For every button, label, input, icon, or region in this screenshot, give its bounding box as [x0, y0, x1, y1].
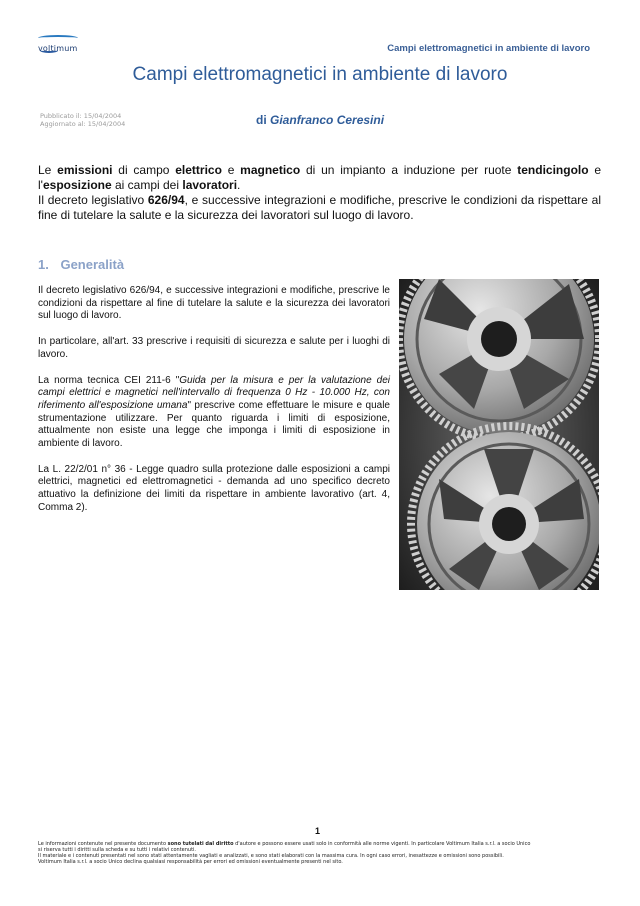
footer-line-2: si riserva tutti i diritti sulla scheda e su tutti i relativi contenuti.: [38, 847, 197, 853]
gears-photo: [399, 279, 599, 590]
voltimum-logo: [38, 38, 84, 52]
gears-illustration-icon: [399, 279, 599, 590]
intro-paragraph-1: Le emissioni di campo elettrico e magnetico di un impianto a induzione per ruote tendicingolo e l'esposizione ai campi dei lavoratori.: [38, 163, 602, 192]
author-prefix: di: [256, 113, 267, 127]
page-title: Campi elettromagnetici in ambiente di lavoro: [132, 64, 508, 85]
body-paragraph-3: La norma tecnica CEI 211-6 "Guida per la misura e per la valutazione dei campi elettrici e magnetici nell'intervallo di frequenza 0 Hz - 10.000 Hz, con riferimento all'esposizione umana" prescrive come effettuare le misure e quale strumentazione utilizzare. Per quanto riguarda i limiti di esposizione, attualmente non esiste una legge che imponga i limiti di esposizione in ambiente di lavoro.: [38, 374, 390, 450]
logo-underline-icon: [40, 48, 58, 53]
author-line: [256, 113, 384, 127]
logo-text: voltimum: [38, 44, 78, 53]
footer-disclaimer: [38, 841, 608, 865]
published-date: Pubblicato il: 15/04/2004: [40, 112, 122, 120]
logo-swoosh-icon: [38, 35, 78, 41]
section-number: 1.: [38, 257, 49, 272]
intro-paragraph-2: Il decreto legislativo 626/94, e successive integrazioni e modifiche, prescrive le condizioni da rispettare al fine di tutelare la salute e la sicurezza dei lavoratori sul luogo di lavoro.: [38, 193, 601, 222]
footer-line-1: Le informazioni contenute nel presente documento sono tutelati dal diritto d'autore e possono essere usati solo in conformità alle norme vigenti. In particolare Voltimum Italia s.r.l. a socio Unico: [38, 841, 531, 847]
section-title: Generalità: [60, 257, 125, 272]
footer-line-4: Voltimum Italia s.r.l. a socio Unico declina qualsiasi responsabilità per errori ed omissioni eventualmente presenti nel sito.: [38, 859, 343, 865]
section-heading: [38, 257, 124, 272]
footer-line-3: Il materiale e i contenuti presentati nel sono stati attentamente vagliati e analizzati, e sono stati elaborati con la massima cura. In ogni caso errori, inesattezze e omissioni sono possibili.: [38, 853, 504, 859]
publication-meta: [40, 112, 125, 128]
updated-date: Aggiornato al: 15/04/2004: [40, 120, 126, 128]
body-paragraph-4: La L. 22/2/01 n° 36 - Legge quadro sulla protezione dalle esposizioni a campi elettrici, magnetici ed elettromagnetici - demanda ad uno specifico decreto attuativo la definizione dei limiti da rispettare in ambiente lavorativo (art. 4, Comma 2).: [38, 463, 390, 513]
body-paragraph-1: Il decreto legislativo 626/94, e successive integrazioni e modifiche, prescrive le condizioni da rispettare al fine di tutelare la salute e la sicurezza dei lavoratori sul luogo di lavoro.: [38, 285, 390, 322]
running-head: Campi elettromagnetici in ambiente di lavoro: [387, 43, 590, 54]
author-name: Gianfranco Ceresini: [270, 113, 385, 127]
body-paragraph-2: In particolare, all'art. 33 prescrive i requisiti di sicurezza e salute per i luoghi di lavoro.: [38, 336, 390, 360]
section-body: [38, 285, 390, 528]
page-number: 1: [315, 826, 321, 836]
intro-text: [38, 163, 601, 223]
